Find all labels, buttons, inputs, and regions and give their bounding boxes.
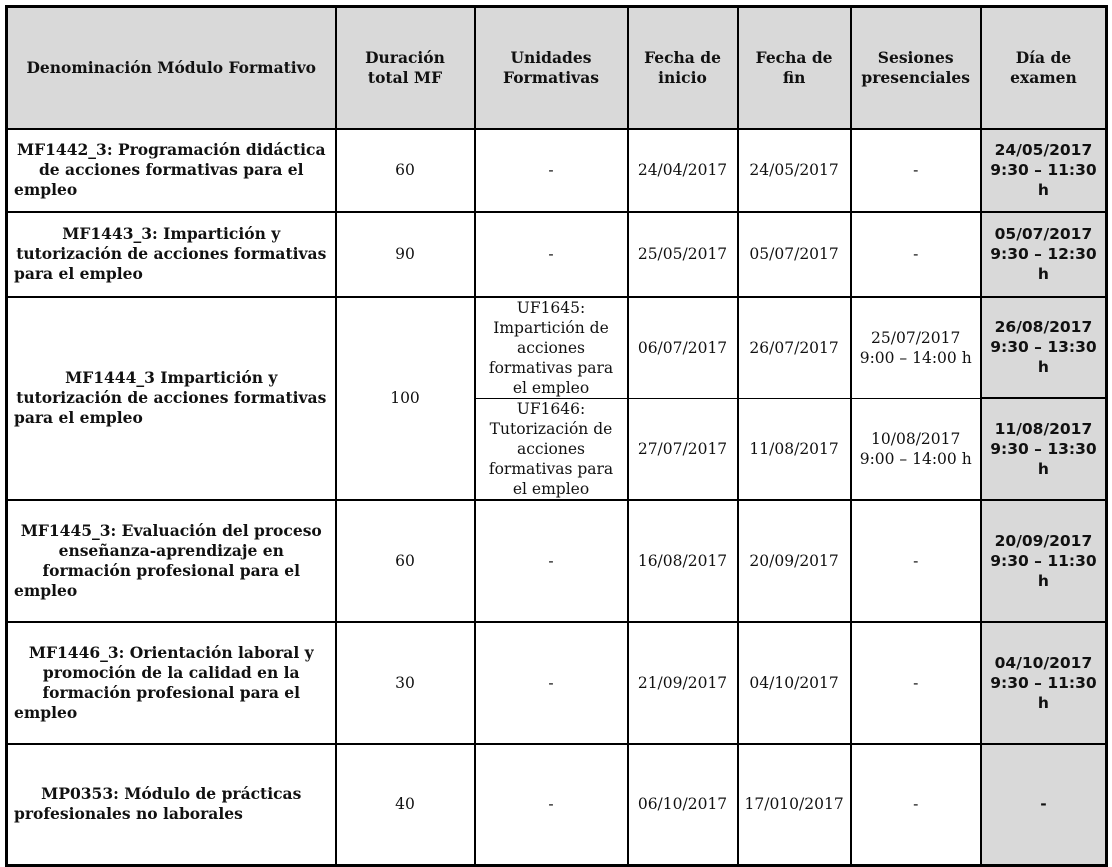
table-row: [7, 744, 1107, 866]
sessions: [851, 398, 981, 500]
schedule-table-wrapper: [5, 5, 1108, 867]
exam-date: 26/08/2017: [994, 318, 1093, 337]
start-date: 21/09/2017: [628, 622, 738, 744]
module-duration: 90: [336, 212, 475, 297]
header-dia-examen: Día de examen: [981, 7, 1107, 129]
session-time: 9:00 – 14:00 h: [859, 348, 972, 367]
end-date: 26/07/2017: [738, 297, 851, 399]
exam-day: [981, 129, 1107, 212]
start-date: 27/07/2017: [628, 398, 738, 500]
start-date: 16/08/2017: [628, 500, 738, 622]
sessions: -: [851, 744, 981, 866]
start-date: 06/10/2017: [628, 744, 738, 866]
table-row: [7, 129, 1107, 212]
exam-date: 20/09/2017: [994, 531, 1093, 550]
table-row: [7, 622, 1107, 744]
sessions: -: [851, 622, 981, 744]
header-row: [7, 7, 1107, 129]
module-duration: 100: [336, 297, 475, 500]
end-date: 24/05/2017: [738, 129, 851, 212]
module-units: -: [475, 129, 628, 212]
end-date: 17/010/2017: [738, 744, 851, 866]
exam-day: [981, 398, 1107, 500]
header-unidades: Unidades Formativas: [475, 7, 628, 129]
exam-date: 04/10/2017: [994, 653, 1093, 672]
exam-day: [981, 212, 1107, 297]
exam-time: 9:30 – 11:30 h: [990, 673, 1097, 712]
sessions: -: [851, 212, 981, 297]
module-duration: 60: [336, 129, 475, 212]
header-fecha-inicio: Fecha de inicio: [628, 7, 738, 129]
table-row: [7, 212, 1107, 297]
module-name: MF1442_3: Programación didáctica de acciones formativas para el empleo: [7, 129, 336, 212]
module-name: MF1443_3: Impartición y tutorización de acciones formativas para el empleo: [7, 212, 336, 297]
exam-day: [981, 500, 1107, 622]
exam-day: -: [981, 744, 1107, 866]
table-row: [7, 500, 1107, 622]
start-date: 25/05/2017: [628, 212, 738, 297]
module-duration: 40: [336, 744, 475, 866]
sessions: [851, 297, 981, 399]
exam-time: 9:30 – 13:30 h: [990, 338, 1097, 377]
exam-day: [981, 297, 1107, 399]
module-name: MP0353: Módulo de prácticas profesionales no laborales: [7, 744, 336, 866]
end-date: 05/07/2017: [738, 212, 851, 297]
exam-time: 9:30 – 13:30 h: [990, 439, 1097, 478]
start-date: 06/07/2017: [628, 297, 738, 399]
session-date: 10/08/2017: [871, 429, 961, 448]
module-units: -: [475, 500, 628, 622]
session-date: 25/07/2017: [871, 328, 961, 347]
exam-time: 9:30 – 12:30 h: [990, 245, 1097, 283]
end-date: 11/08/2017: [738, 398, 851, 500]
end-date: 04/10/2017: [738, 622, 851, 744]
formative-unit: UF1646: Tutorización de acciones formativas para el empleo: [475, 398, 628, 500]
exam-date: 05/07/2017: [994, 225, 1093, 243]
end-date: 20/09/2017: [738, 500, 851, 622]
module-units: -: [475, 622, 628, 744]
table-row: [7, 297, 1107, 399]
module-name: MF1445_3: Evaluación del proceso enseñanza-aprendizaje en formación profesional para el empleo: [7, 500, 336, 622]
header-denominacion: Denominación Módulo Formativo: [7, 7, 336, 129]
formative-unit: UF1645: Impartición de acciones formativas para el empleo: [475, 297, 628, 399]
exam-time: 9:30 – 11:30 h: [990, 161, 1097, 199]
session-time: 9:00 – 14:00 h: [859, 449, 972, 468]
header-sesiones: Sesiones presenciales: [851, 7, 981, 129]
module-name: MF1444_3 Impartición y tutorización de acciones formativas para el empleo: [7, 297, 336, 500]
module-units: -: [475, 744, 628, 866]
module-name: MF1446_3: Orientación laboral y promoción de la calidad en la formación profesional para el empleo: [7, 622, 336, 744]
header-fecha-fin: Fecha de fin: [738, 7, 851, 129]
exam-time: 9:30 – 11:30 h: [990, 551, 1097, 590]
module-duration: 30: [336, 622, 475, 744]
exam-date: 24/05/2017: [994, 141, 1093, 159]
module-units: -: [475, 212, 628, 297]
module-duration: 60: [336, 500, 475, 622]
exam-date: 11/08/2017: [994, 419, 1093, 438]
sessions: -: [851, 500, 981, 622]
sessions: -: [851, 129, 981, 212]
exam-day: [981, 622, 1107, 744]
start-date: 24/04/2017: [628, 129, 738, 212]
header-duracion: Duración total MF: [336, 7, 475, 129]
schedule-table: [5, 5, 1108, 867]
